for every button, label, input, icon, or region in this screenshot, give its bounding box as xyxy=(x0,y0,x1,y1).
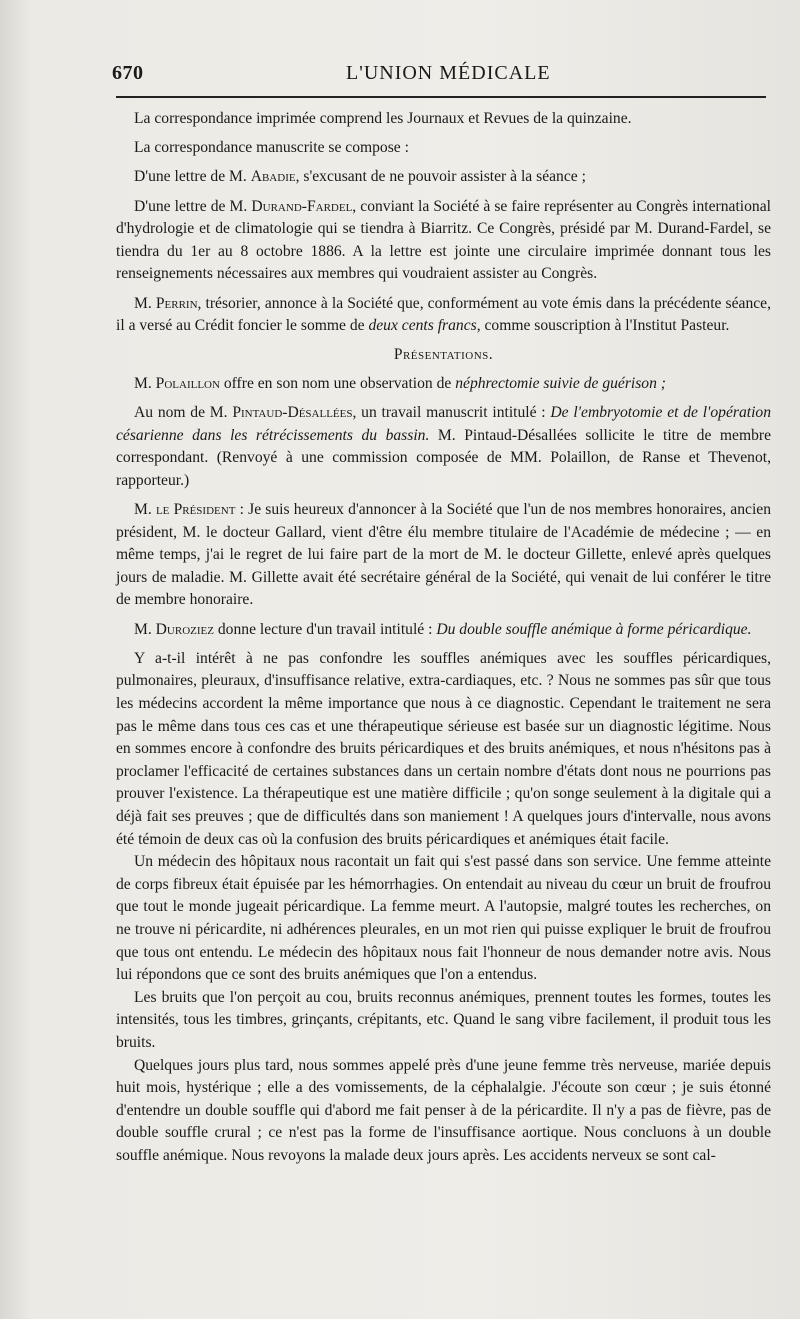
text-run: Y a-t-il intérêt à ne pas confondre les souffles anémiques avec les souffles péricardiques, pulmonaires, pleuraux, d'insuffisance relative, extra-cardiaques, etc. ? Nous ne sommes pas sûr que tous les médecins accordent la même importance que nous à ce diagnostic. Cependant le traitement ne sera pas le même dans tous ces cas et une thérapeutique sérieuse est basée sur un diagnostic légitime. Nous en sommes encore à confondre des bruits péricardiques et des bruits anémiques, et nous n'hésitons pas à proclamer l'efficacité de certaines substances dans un certain nombre d'états dont nous ne pourrions pas prouver l'existence. La thérapeutique est une matière difficile ; qu'on songe seulement à la digitale qui a déjà fait ses preuves ; que de difficultés dans son maniement ! A quelques jours d'intervalle, nous avons été témoin de deux cas où la confusion des bruits péricardiques et anémiques était facile. xyxy=(116,649,771,848)
text-run: Un médecin des hôpitaux nous racontait un fait qui s'est passé dans son service. Une femme atteinte de corps fibreux était épuisée par les hémorrhagies. On entendait au niveau du cœur un bruit de froufrou que tout le monde jugeait péricardique. La femme meurt. A l'autopsie, malgré toutes les recherches, on ne trouve ni péricardite, ni adhérences pleurales, en un mot rien qui puisse expliquer le bruit de froufrou que tous ont entendu. Le médecin des hôpitaux nous fait l'honneur de nous demander notre avis. Nous lui répondons que ce sont des bruits anémiques que l'on a entendus. xyxy=(116,853,771,984)
paragraph xyxy=(116,648,771,851)
person-name: Perrin xyxy=(155,294,198,312)
paragraph xyxy=(116,987,771,1055)
text-run: donne lecture d'un travail intitulé : xyxy=(213,620,437,638)
paragraph xyxy=(116,1055,771,1168)
text-run: Au nom de M. xyxy=(134,404,233,422)
person-name: le Président xyxy=(155,501,236,519)
section-title: Présentations. xyxy=(393,346,494,364)
text-run: La correspondance manuscrite se compose : xyxy=(134,139,409,157)
person-name: Polaillon xyxy=(155,374,220,392)
paragraph xyxy=(116,137,771,160)
text-run: , comme souscription à l'Institut Pasteur. xyxy=(476,317,730,335)
paragraph-block-2 xyxy=(116,373,771,1168)
text-run: D'une lettre de M. xyxy=(134,197,252,215)
text-run: M. xyxy=(134,620,156,638)
page-number: 670 xyxy=(112,62,144,84)
paragraph xyxy=(116,619,771,642)
paragraph-block-1 xyxy=(116,108,771,338)
paragraph xyxy=(116,166,771,189)
person-name: Abadie xyxy=(250,168,296,186)
paragraph xyxy=(116,108,771,131)
person-name: Durand-Fardel xyxy=(251,197,353,215)
person-name: Duroziez xyxy=(155,620,214,638)
text-run: : Je suis heureux d'annoncer à la Société que l'un de nos membres honoraires, ancien président, M. le docteur Gallard, vient d'être élu membre titulaire de l'Académie de médecine ; — en même temps, j'ai le regret de lui faire part de la mort de M. le docteur Gillette, enlevé après quelques jours de maladie. M. Gillette avait été secrétaire général de la Société, qui venait de lui conférer le titre de membre honoraire. xyxy=(116,501,771,609)
header-rule xyxy=(116,96,766,98)
page-header xyxy=(112,62,770,90)
text-run: , trésorier, annonce à la Société que, conformément au vote émis dans la précédente séance, il a versé au Crédit foncier le somme de xyxy=(116,294,771,335)
text-run: D'une lettre de M. xyxy=(134,168,251,186)
text-run: , conviant la Société à se faire représenter au Congrès international d'hydrologie et de climatologie qui se tiendra à Biarritz. Ce Congrès, présidé par M. Durand-Fardel, se tiendra du 1er au 8 octobre 1886. A la lettre est jointe une circulaire imprimée donnant tous les renseignements nécessaires aux membres qui voudraient assister au Congrès. xyxy=(116,197,771,283)
text-run: M. xyxy=(134,294,156,312)
paragraph xyxy=(116,373,771,396)
paragraph xyxy=(116,402,771,492)
paragraph xyxy=(116,293,771,338)
italic-text: deux cents francs xyxy=(368,317,477,335)
paragraph xyxy=(116,851,771,987)
text-run: La correspondance imprimée comprend les Journaux et Revues de la quinzaine. xyxy=(134,110,632,127)
text-run: offre en son nom une observation de xyxy=(219,374,456,392)
italic-text: néphrectomie suivie de guérison ; xyxy=(455,374,666,392)
text-run: , s'excusant de ne pouvoir assister à la séance ; xyxy=(295,168,586,186)
italic-text: De l'embryotomie et de l'opération césarienne dans les rétrécissements du bassin. xyxy=(116,404,771,444)
italic-text: Du double souffle anémique à forme péricardique. xyxy=(436,620,752,638)
paragraph xyxy=(116,499,771,612)
text-run: , un travail manuscrit intitulé : xyxy=(352,404,551,422)
text-run: M. xyxy=(134,374,156,392)
paragraph xyxy=(116,196,771,286)
text-run: M. Pintaud-Désallées sollicite le titre de membre correspondant. (Renvoyé à une commission composée de MM. Polaillon, de Ranse et Thevenot, rapporteur.) xyxy=(116,426,771,489)
body-text xyxy=(116,108,771,1167)
person-name: Pintaud-Désallées xyxy=(232,404,353,422)
text-run: Les bruits que l'on perçoit au cou, bruits reconnus anémiques, prennent toutes les formes, toutes les intensités, tous les timbres, grinçants, crépitants, etc. Quand le sang vibre facilement, il produit tous les bruits. xyxy=(116,988,771,1051)
text-run: Quelques jours plus tard, nous sommes appelé près d'une jeune femme très nerveuse, mariée depuis huit mois, hystérique ; elle a des vomissements, de la céphalalgie. J'écoute son cœur ; je suis étonné d'entendre un double souffle qui d'abord me fait penser à de la péricardite. Il n'y a pas de fièvre, pas de double souffle crural ; ce n'est pas la forme de l'insuffisance aortique. Nous concluons à un double souffle anémique. Nous revoyons la malade deux jours après. Les accidents nerveux se sont cal- xyxy=(116,1056,771,1164)
text-run: M. xyxy=(134,501,156,519)
running-title: L'UNION MÉDICALE xyxy=(346,62,551,84)
